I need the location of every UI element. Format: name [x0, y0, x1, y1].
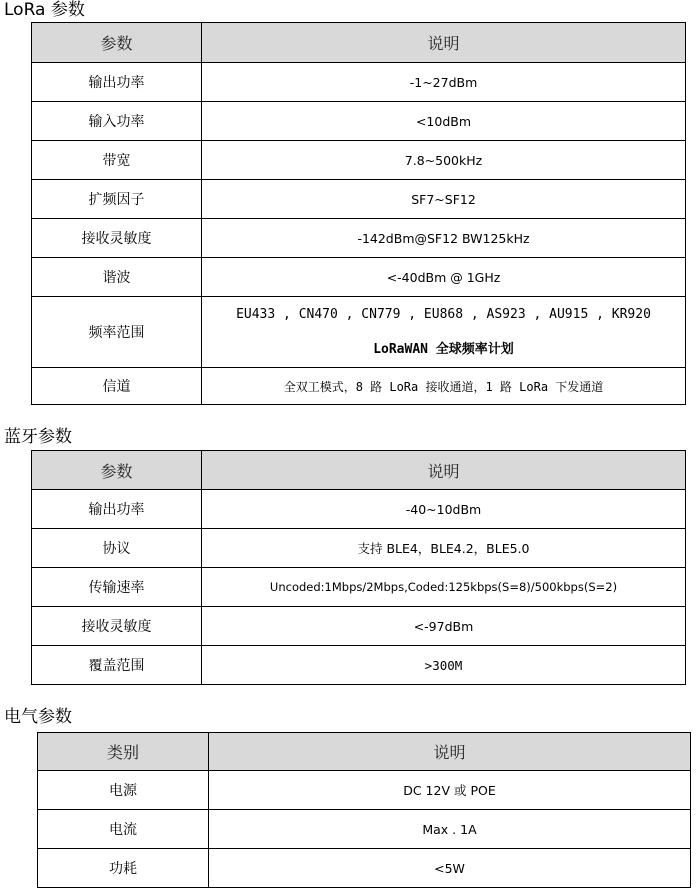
electrical-header-category: 类别: [38, 733, 209, 771]
bluetooth-value-data-rate: Uncoded:1Mbps/2Mbps,Coded:125kbps(S=8)/500kbps(S=2): [202, 568, 686, 607]
electrical-value-consumption: <5W: [209, 849, 691, 888]
lora-value-frequency-range: [202, 297, 686, 368]
lora-section-title: LoRa 参数: [4, 0, 85, 20]
table-row: [32, 490, 686, 529]
lora-value-channel: 全双工模式，8 路 LoRa 接收通道，1 路 LoRa 下发通道: [202, 368, 686, 405]
electrical-param-current: 电流: [38, 810, 209, 849]
bluetooth-section-title: 蓝牙参数: [4, 427, 72, 447]
bluetooth-param-protocol: 协议: [32, 529, 202, 568]
table-row: [32, 102, 686, 141]
lora-param-frequency-range: 频率范围: [32, 297, 202, 368]
lora-value-input-power: <10dBm: [202, 102, 686, 141]
bluetooth-param-output-power: 输出功率: [32, 490, 202, 529]
lora-param-spreading-factor: 扩频因子: [32, 180, 202, 219]
lora-param-output-power: 输出功率: [32, 63, 202, 102]
electrical-header-row: [38, 733, 691, 771]
table-row: [32, 607, 686, 646]
bluetooth-table: [31, 450, 686, 685]
lora-param-harmonic: 谐波: [32, 258, 202, 297]
electrical-section-title: 电气参数: [4, 707, 72, 727]
table-row: [32, 141, 686, 180]
table-row: [38, 771, 691, 810]
table-row: [32, 368, 686, 405]
table-row: [32, 258, 686, 297]
electrical-param-power-supply: 电源: [38, 771, 209, 810]
lora-header-desc: 说明: [202, 23, 686, 63]
bluetooth-header-desc: 说明: [202, 451, 686, 490]
bluetooth-param-sensitivity: 接收灵敏度: [32, 607, 202, 646]
bluetooth-value-coverage: >300M: [202, 646, 686, 685]
lora-param-sensitivity: 接收灵敏度: [32, 219, 202, 258]
electrical-value-current: Max . 1A: [209, 810, 691, 849]
electrical-value-power-supply: DC 12V 或 POE: [209, 771, 691, 810]
lora-frequency-plan: LoRaWAN 全球频率计划: [373, 342, 514, 357]
table-row: [32, 180, 686, 219]
lora-param-bandwidth: 带宽: [32, 141, 202, 180]
table-row: [32, 529, 686, 568]
electrical-header-desc: 说明: [209, 733, 691, 771]
lora-header-row: [32, 23, 686, 63]
lora-frequency-bands: EU433 , CN470 , CN779 , EU868 , AS923 , AU915 , KR920: [236, 307, 651, 322]
electrical-table: [37, 732, 691, 888]
bluetooth-value-output-power: -40~10dBm: [202, 490, 686, 529]
table-row: [32, 219, 686, 258]
table-row: [32, 568, 686, 607]
lora-value-spreading-factor: SF7~SF12: [202, 180, 686, 219]
table-row: [32, 646, 686, 685]
bluetooth-param-data-rate: 传输速率: [32, 568, 202, 607]
bluetooth-header-row: [32, 451, 686, 490]
bluetooth-value-protocol: 支持 BLE4，BLE4.2，BLE5.0: [202, 529, 686, 568]
table-row: [32, 297, 686, 368]
bluetooth-param-coverage: 覆盖范围: [32, 646, 202, 685]
lora-param-input-power: 输入功率: [32, 102, 202, 141]
electrical-param-consumption: 功耗: [38, 849, 209, 888]
lora-value-sensitivity: -142dBm@SF12 BW125kHz: [202, 219, 686, 258]
lora-value-output-power: -1~27dBm: [202, 63, 686, 102]
lora-value-bandwidth: 7.8~500kHz: [202, 141, 686, 180]
bluetooth-header-param: 参数: [32, 451, 202, 490]
lora-table: [31, 22, 686, 405]
table-row: [38, 810, 691, 849]
table-row: [32, 63, 686, 102]
bluetooth-value-sensitivity: <-97dBm: [202, 607, 686, 646]
lora-header-param: 参数: [32, 23, 202, 63]
lora-param-channel: 信道: [32, 368, 202, 405]
lora-value-harmonic: <-40dBm @ 1GHz: [202, 258, 686, 297]
table-row: [38, 849, 691, 888]
